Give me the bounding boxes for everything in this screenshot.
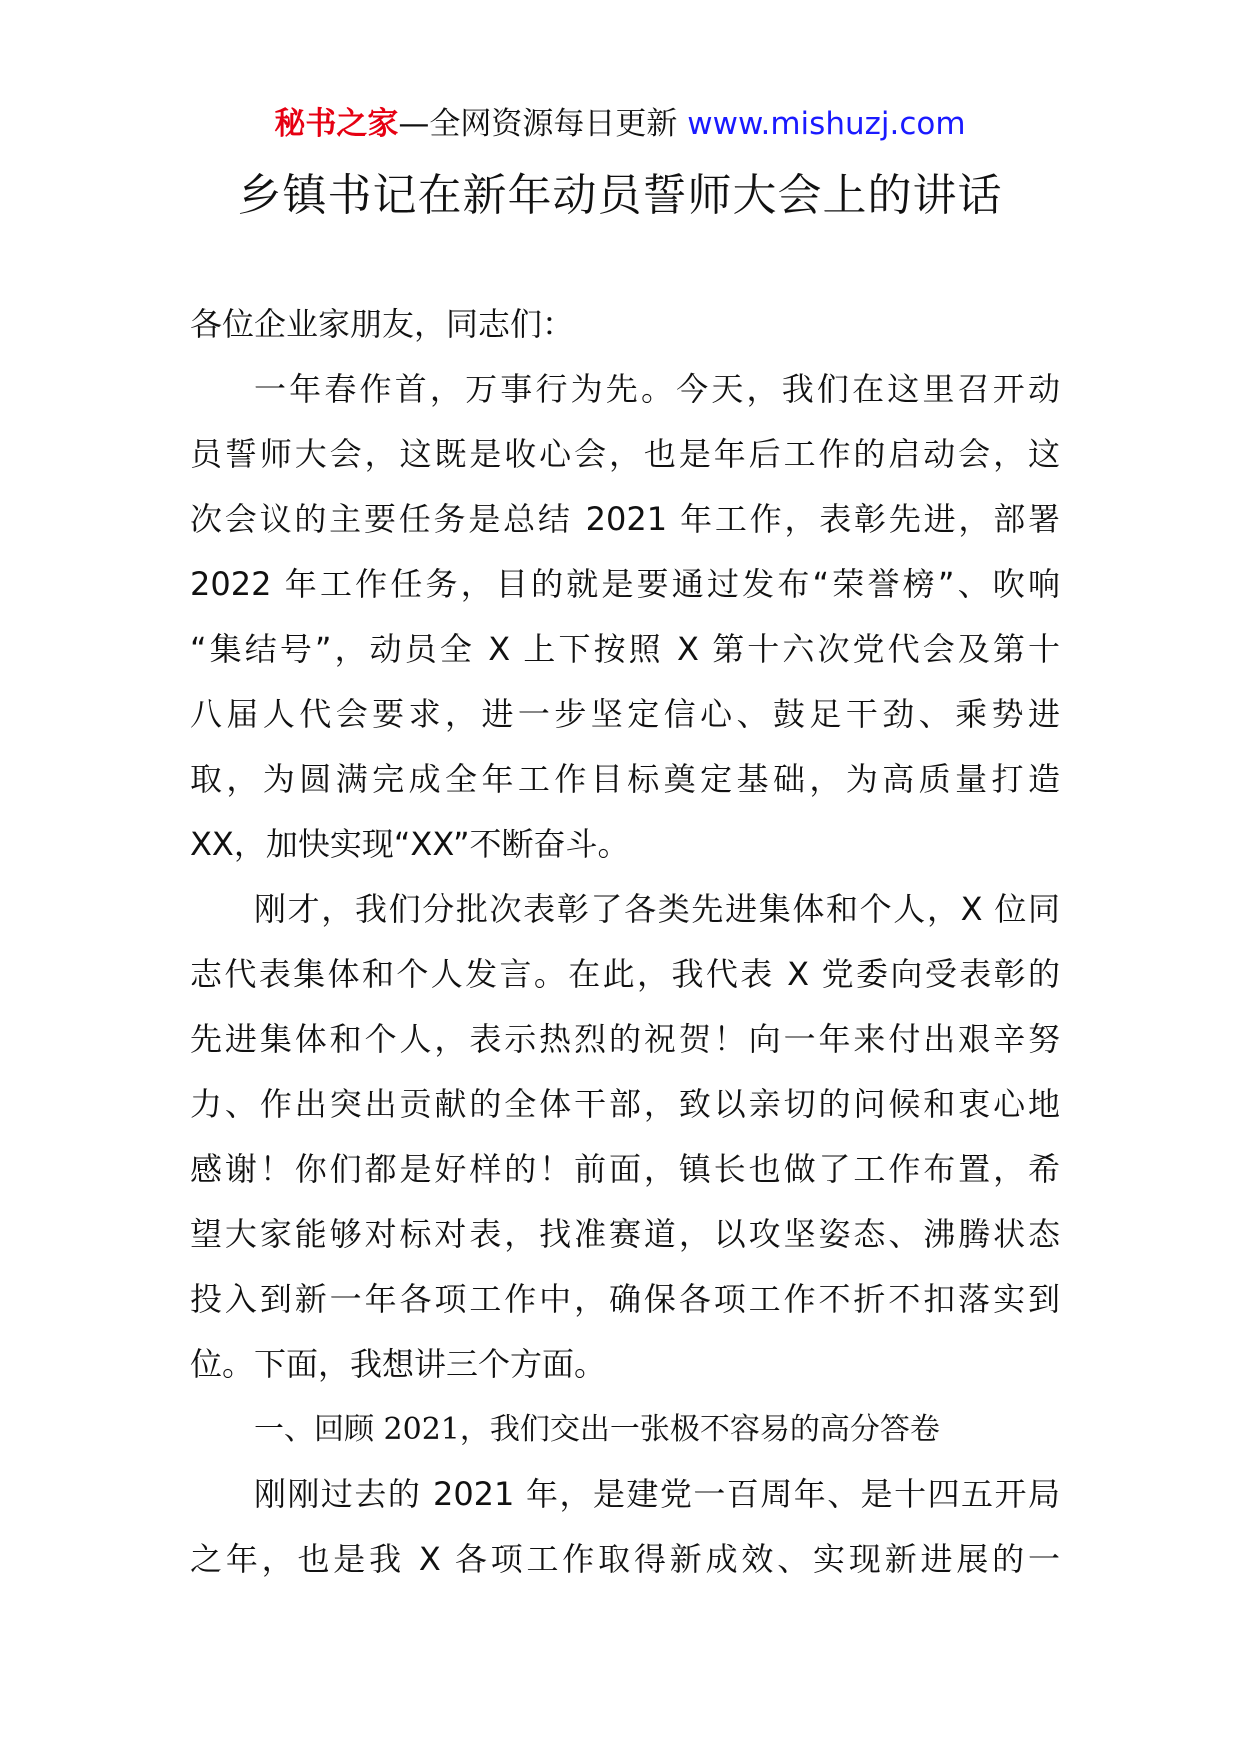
paragraph-line: 望大家能够对标对表，找准赛道，以攻坚姿态、沸腾状态 [190, 1215, 1060, 1253]
paragraph-line: 员誓师大会，这既是收心会，也是年后工作的启动会，这 [190, 435, 1060, 473]
document-body [190, 292, 1060, 1592]
paragraph-line: 八届人代会要求，进一步坚定信心、鼓足干劲、乘势进 [190, 695, 1060, 733]
paragraph-line: 取，为圆满完成全年工作目标奠定基础，为高质量打造 [190, 760, 1060, 798]
paragraph-line: 投入到新一年各项工作中，确保各项工作不折不扣落实到 [190, 1280, 1060, 1318]
header-tagline: —全网资源每日更新 [398, 106, 678, 142]
document-title: 乡镇书记在新年动员誓师大会上的讲话 [237, 170, 1003, 221]
paragraph-line: 次会议的主要任务是总结 2021 年工作，表彰先进，部署 [190, 500, 1060, 538]
paragraph-line: 2022 年工作任务，目的就是要通过发布“荣誉榜”、吹响 [190, 565, 1060, 603]
paragraph-line: 一年春作首，万事行为先。今天，我们在这里召开动 [254, 370, 1060, 408]
paragraph-line: 位。下面，我想讲三个方面。 [190, 1345, 607, 1383]
paragraph-line: 感谢！你们都是好样的！前面，镇长也做了工作布置，希 [190, 1150, 1060, 1188]
site-url-link[interactable]: www.mishuzj.com [687, 106, 966, 142]
paragraph-line: “集结号”，动员全 X 上下按照 X 第十六次党代会及第十 [190, 630, 1060, 668]
paragraph-line: 之年，也是我 X 各项工作取得新成效、实现新进展的一 [190, 1540, 1060, 1578]
salutation: 各位企业家朋友，同志们： [190, 305, 575, 343]
paragraph-line: 刚才，我们分批次表彰了各类先进集体和个人，X 位同 [254, 890, 1060, 928]
section-heading: 一、回顾 2021，我们交出一张极不容易的高分答卷 [254, 1412, 940, 1447]
paragraph-line: 先进集体和个人，表示热烈的祝贺！向一年来付出艰辛努 [190, 1020, 1060, 1058]
paragraph-line: 力、作出突出贡献的全体干部，致以亲切的问候和衷心地 [190, 1085, 1060, 1123]
paragraph-line: XX，加快实现“XX”不断奋斗。 [190, 825, 630, 863]
paragraph-line: 刚刚过去的 2021 年，是建党一百周年、是十四五开局 [254, 1475, 1060, 1513]
brand-name: 秘书之家 [274, 106, 399, 142]
site-header [0, 104, 1240, 144]
paragraph-line: 志代表集体和个人发言。在此，我代表 X 党委向受表彰的 [190, 955, 1060, 993]
